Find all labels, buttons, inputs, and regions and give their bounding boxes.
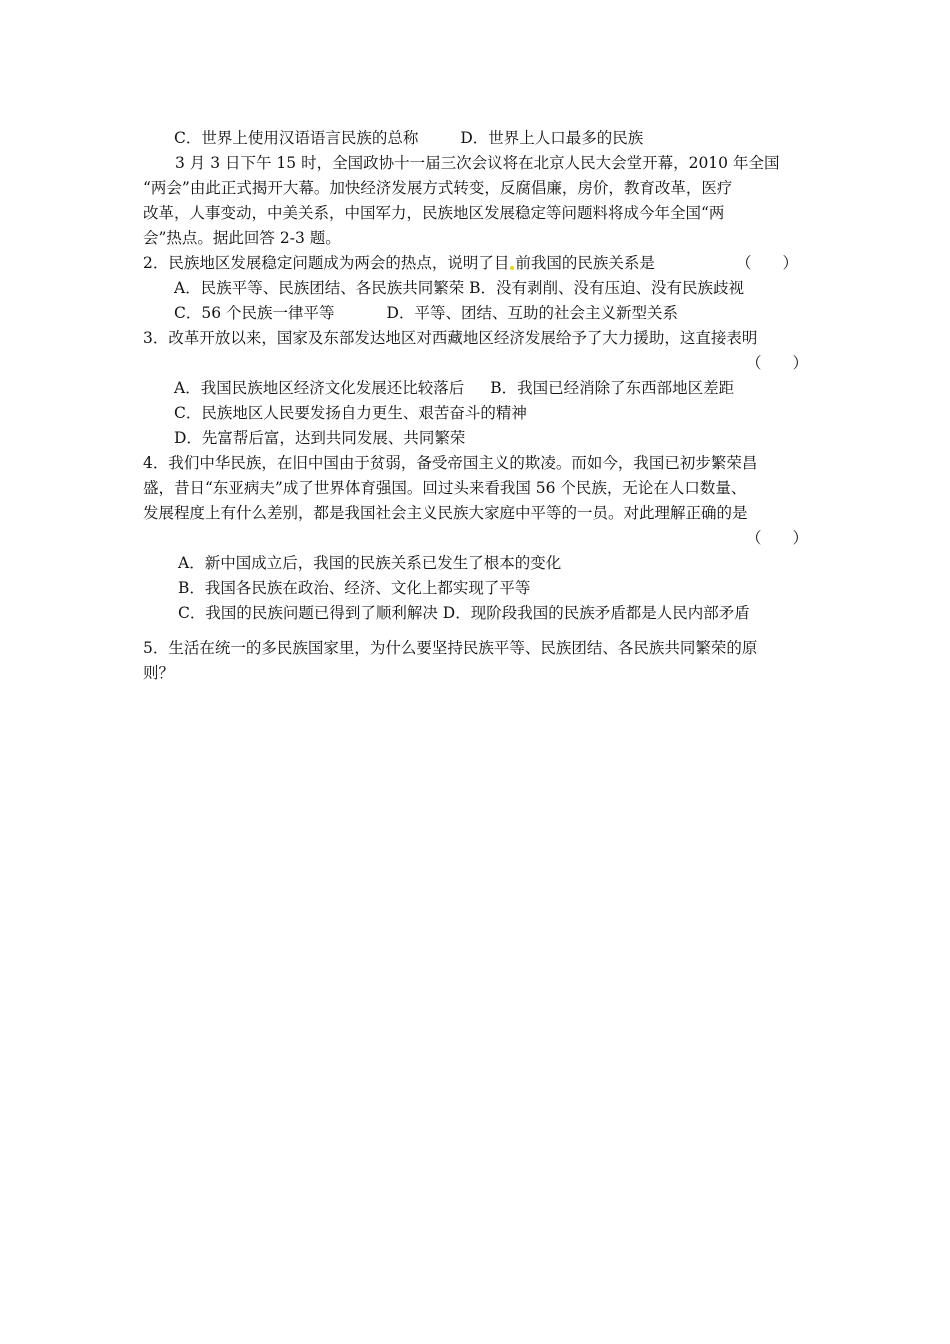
q1-option-c: C．世界上使用汉语语言民族的总称 [174,129,419,147]
yellow-dot-mark [510,266,514,270]
q2-stem-part-a: 2．民族地区发展稳定问题成为两会的热点，说明了目 [143,254,510,272]
q2-option-d: D．平等、团结、互助的社会主义新型关系 [386,304,678,322]
q3-options-line-1 [174,376,839,401]
q1-options-line [174,126,839,151]
q3-stem: 3．改革开放以来，国家及东部发达地区对西藏地区经济发展给予了大力援助，这直接表明 [143,329,758,347]
material-line-1: 3 月 3 日下午 15 时，全国政协十一届三次会议将在北京人民大会堂开幕，2010 年全国 [175,154,780,172]
q3-option-d: D．先富帮后富，达到共同发展、共同繁荣 [174,429,466,447]
q3-option-b: B．我国已经消除了东西部地区差距 [490,379,735,397]
q5-stem-line-2: 则？ [143,664,175,682]
q4-option-b: B．我国各民族在政治、经济、文化上都实现了平等 [178,579,531,597]
q4-option-cd: C．我国的民族问题已得到了顺利解决 D．现阶段我国的民族矛盾都是人民内部矛盾 [178,604,750,622]
q3-option-a: A．我国民族地区经济文化发展还比较落后 [174,379,465,397]
q3-answer-bracket: （ ） [745,354,808,372]
q4-answer-bracket: （ ） [745,529,808,547]
q2-answer-bracket: （ ） [735,254,798,272]
q5-stem-line-1: 5．生活在统一的多民族国家里，为什么要坚持民族平等、民族团结、各民族共同繁荣的原 [143,639,758,657]
q2-stem-part-b: 前我国的民族关系是 [515,254,655,272]
q2-options-line-2 [174,301,839,326]
q4-stem-line-2: 盛，昔日“东亚病夫”成了世界体育强国。回过头来看我国 56 个民族，无论在人口数量、 [143,479,747,497]
q3-option-c: C．民族地区人民要发扬自力更生、艰苦奋斗的精神 [174,404,527,422]
material-line-3: 改革，人事变动，中美关系，中国军力，民族地区发展稳定等问题料将成今年全国“两 [143,204,725,222]
q4-stem-line-1: 4．我们中华民族，在旧中国由于贫弱，备受帝国主义的欺凌。而如今，我国已初步繁荣昌 [143,454,758,472]
q2-option-c: C．56 个民族一律平等 [174,304,335,322]
q2-options-line-1: A．民族平等、民族团结、各民族共同繁荣 B．没有剥削、没有压迫、没有民族歧视 [174,279,745,297]
q2-stem [143,251,808,276]
q1-option-d: D．世界上人口最多的民族 [460,129,644,147]
material-line-4: 会”热点。据此回答 2-3 题。 [143,229,341,247]
material-line-2: “两会”由此正式揭开大幕。加快经济发展方式转变，反腐倡廉，房价，教育改革，医疗 [143,179,733,197]
q4-stem-line-3: 发展程度上有什么差别，都是我国社会主义民族大家庭中平等的一员。对此理解正确的是 [143,504,748,522]
q4-option-a: A．新中国成立后，我国的民族关系已发生了根本的变化 [178,554,562,572]
